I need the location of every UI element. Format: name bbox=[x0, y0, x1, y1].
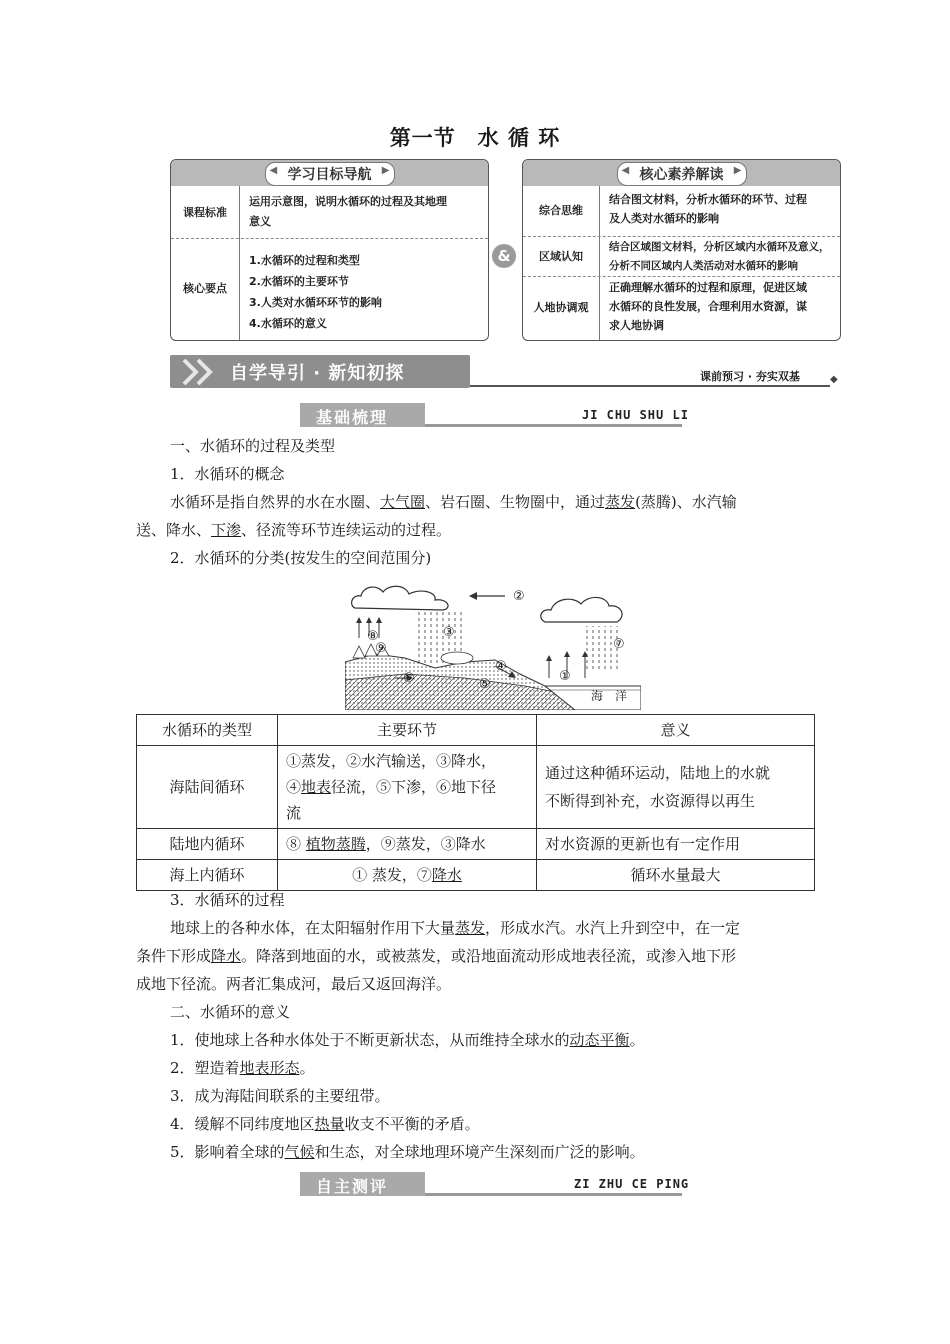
concept-line-1: 水循环是指自然界的水在水圈、大气圈、岩石圈、生物圈中，通过蒸发(蒸腾)、水汽输 bbox=[170, 493, 737, 511]
section1-heading: 一、水循环的过程及类型 bbox=[170, 437, 336, 455]
table-cell-steps: ⑧ 植物蒸腾，⑨蒸发，③降水 bbox=[278, 829, 537, 860]
banner-divider bbox=[470, 385, 830, 387]
core-literacy-box bbox=[522, 159, 841, 341]
section-banner-subtitle: 课前预习 · 夯实双基 bbox=[700, 370, 800, 383]
page-title: 第一节 水 循 环 bbox=[389, 126, 561, 150]
label-infiltration: ⑤ bbox=[479, 677, 491, 692]
literacy-text-1: 结合图文材料，分析水循环的环节、过程 及人类对水循环的影响 bbox=[609, 193, 807, 225]
section-banner-title: 自学导引 · 新知初探 bbox=[230, 363, 405, 384]
significance-item-2: 2．塑造着地表形态。 bbox=[170, 1059, 315, 1077]
table-cell-meaning: 对水资源的更新也有一定作用 bbox=[537, 829, 815, 860]
table-cell-meaning: 循环水量最大 bbox=[537, 860, 815, 891]
land-cloud bbox=[352, 586, 448, 610]
ocean-cloud bbox=[541, 597, 622, 622]
label-transpiration: ⑧ bbox=[367, 629, 379, 644]
section2-heading: 二、水循环的意义 bbox=[170, 1003, 291, 1021]
sub-banner-basics-rule bbox=[425, 424, 682, 427]
sub-banner-basics-pinyin: JI CHU SHU LI bbox=[582, 408, 689, 422]
label-ocean-precipitation: ⑦ bbox=[613, 637, 625, 652]
label-groundwater-runoff: ⑥ bbox=[403, 671, 415, 686]
sub-banner-basics-title: 基础梳理 bbox=[316, 408, 389, 427]
concept-line-2: 送、降水、下渗、径流等环节连续运动的过程。 bbox=[136, 521, 452, 539]
table-cell-steps: ① 蒸发，⑦降水 bbox=[278, 860, 537, 891]
classify-heading: 2．水循环的分类(按发生的空间范围分) bbox=[170, 549, 432, 567]
process-heading: 3．水循环的过程 bbox=[170, 891, 285, 909]
water-cycle-diagram bbox=[345, 582, 641, 710]
table-row bbox=[137, 829, 815, 860]
label-precipitation: ③ bbox=[443, 625, 455, 640]
label-surface-runoff: ④ bbox=[495, 659, 507, 674]
table-cell-steps: ①蒸发，②水汽输送，③降水， ④地表径流，⑤下渗，⑥地下径 流 bbox=[278, 746, 537, 829]
chevron-right-icon bbox=[178, 357, 228, 387]
table-row bbox=[137, 860, 815, 891]
sub-banner-selftest-rule bbox=[425, 1193, 682, 1196]
diamond-icon: ◆ bbox=[830, 374, 838, 385]
label-ocean: 海 洋 bbox=[591, 689, 628, 703]
core-literacy-title: ◀ 核心素养解读 ▶ bbox=[617, 162, 747, 186]
sub-banner-selftest-pinyin: ZI ZHU CE PING bbox=[574, 1177, 690, 1191]
learning-goals-box bbox=[170, 159, 489, 341]
table-header: 主要环节 bbox=[278, 715, 537, 746]
sub-banner-selftest-title: 自主测评 bbox=[316, 1177, 389, 1196]
significance-item-5: 5．影响着全球的气候和生态，对全球地理环境产生深刻而广泛的影响。 bbox=[170, 1143, 645, 1161]
literacy-label-3: 人地协调观 bbox=[533, 301, 589, 314]
table-cell-type: 海上内循环 bbox=[137, 860, 278, 891]
literacy-text-3: 正确理解水循环的过程和原理，促进区域 水循环的良性发展，合理利用水资源，谋 求人地协调 bbox=[609, 281, 807, 332]
process-line-1: 地球上的各种水体，在太阳辐射作用下大量蒸发，形成水汽。水汽上升到空中，在一定 bbox=[170, 919, 741, 937]
cycle-types-table bbox=[136, 714, 815, 891]
label-vapor-transport: ② bbox=[513, 589, 525, 604]
significance-item-3: 3．成为海陆间联系的主要纽带。 bbox=[170, 1087, 390, 1105]
literacy-text-2: 结合区域图文材料，分析区域内水循环及意义， 分析不同区域内人类活动对水循环的影响 bbox=[609, 241, 830, 272]
goals-standard-text: 运用示意图，说明水循环的过程及其地理 意义 bbox=[249, 195, 447, 228]
learning-goals-header bbox=[171, 160, 488, 186]
table-cell-type: 陆地内循环 bbox=[137, 829, 278, 860]
goals-core-list: 1.水循环的过程和类型 2.水循环的主要环节 3.人类对水循环环节的影响 4.水循环的意义 bbox=[249, 254, 382, 330]
table-cell-type: 海陆间循环 bbox=[137, 746, 278, 829]
table-cell-meaning: 通过这种循环运动，陆地上的水就 不断得到补充，水资源得以再生 bbox=[537, 746, 815, 829]
goals-label-core: 核心要点 bbox=[183, 282, 227, 295]
core-literacy-header bbox=[523, 160, 840, 186]
significance-item-1: 1．使地球上各种水体处于不断更新状态，从而维持全球水的动态平衡。 bbox=[170, 1031, 645, 1049]
table-header: 水循环的类型 bbox=[137, 715, 278, 746]
process-line-2: 条件下形成降水。降落到地面的水，或被蒸发，或沿地面流动形成地表径流，或渗入地下形 bbox=[136, 947, 737, 965]
table-header: 意义 bbox=[537, 715, 815, 746]
concept-heading: 1．水循环的概念 bbox=[170, 465, 285, 483]
literacy-label-1: 综合思维 bbox=[539, 204, 583, 217]
literacy-label-2: 区域认知 bbox=[539, 250, 583, 263]
label-ocean-evaporation: ① bbox=[559, 669, 571, 684]
significance-item-4: 4．缓解不同纬度地区热量收支不平衡的矛盾。 bbox=[170, 1115, 480, 1133]
process-line-3: 成地下径流。两者汇集成河，最后又返回海洋。 bbox=[136, 975, 452, 993]
learning-goals-title: ◀ 学习目标导航 ▶ bbox=[265, 162, 395, 186]
ampersand-icon: & bbox=[492, 244, 516, 268]
table-row bbox=[137, 746, 815, 829]
goals-label-standard: 课程标准 bbox=[183, 206, 227, 219]
table-header-row bbox=[137, 715, 815, 746]
label-land-evaporation: ⑨ bbox=[375, 641, 387, 656]
